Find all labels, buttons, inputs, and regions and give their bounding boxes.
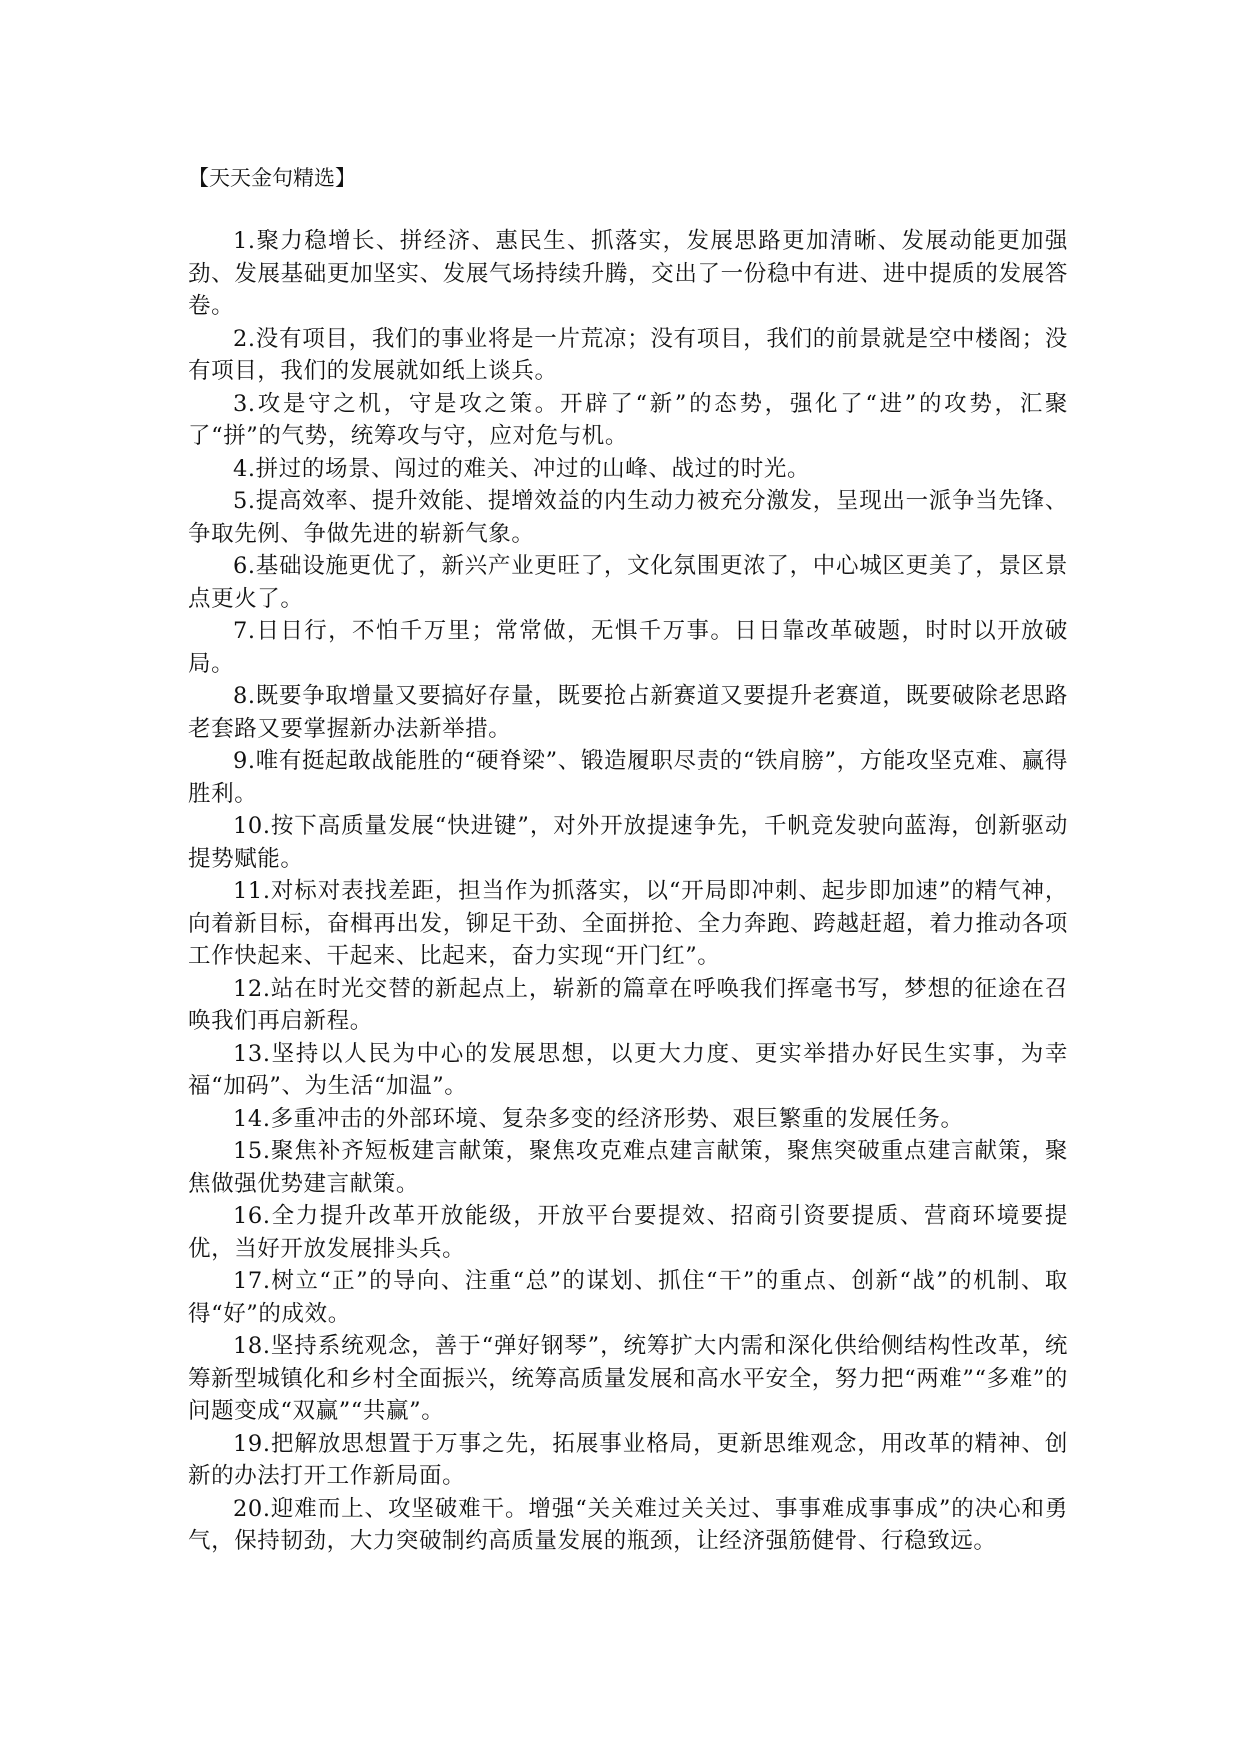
quote-item: 2.没有项目，我们的事业将是一片荒凉；没有项目，我们的前景就是空中楼阁；没有项目，我们的发展就如纸上谈兵。 [188,325,1068,384]
quote-item: 11.对标对表找差距，担当作为抓落实，以“开局即冲刺、起步即加速”的精气神，向着新目标，奋楫再出发，铆足干劲、全面拼抢、全力奔跑、跨越赶超，着力推动各项工作快起来、干起来、比起来，奋力实现“开门红”。 [188,878,1068,969]
quote-item: 1.聚力稳增长、拼经济、惠民生、抓落实，发展思路更加清晰、发展动能更加强劲、发展基础更加坚实、发展气场持续升腾，交出了一份稳中有进、进中提质的发展答卷。 [188,228,1068,319]
document-title: 【天天金句精选】 [188,166,356,190]
quote-item: 3.攻是守之机，守是攻之策。开辟了“新”的态势，强化了“进”的攻势，汇聚了“拼”的气势，统筹攻与守，应对危与机。 [188,390,1068,449]
quote-item: 7.日日行，不怕千万里；常常做，无惧千万事。日日靠改革破题，时时以开放破局。 [188,618,1068,677]
quote-item: 5.提高效率、提升效能、提增效益的内生动力被充分激发，呈现出一派争当先锋、争取先例、争做先进的崭新气象。 [188,488,1068,547]
quote-item: 18.坚持系统观念，善于“弹好钢琴”，统筹扩大内需和深化供给侧结构性改革，统筹新型城镇化和乡村全面振兴，统筹高质量发展和高水平安全，努力把“两难”“多难”的问题变成“双赢”“共赢”。 [188,1333,1069,1424]
quote-item: 8.既要争取增量又要搞好存量，既要抢占新赛道又要提升老赛道，既要破除老思路老套路又要掌握新办法新举措。 [188,683,1068,742]
quote-item: 6.基础设施更优了，新兴产业更旺了，文化氛围更浓了，中心城区更美了，景区景点更火了。 [188,553,1068,612]
quote-item: 4.拼过的场景、闯过的难关、冲过的山峰、战过的时光。 [233,455,811,482]
quote-item: 16.全力提升改革开放能级，开放平台要提效、招商引资要提质、营商环境要提优，当好开放发展排头兵。 [188,1203,1068,1262]
document-page [188,163,1068,1558]
quote-item: 10.按下高质量发展“快进键”，对外开放提速争先，千帆竞发驶向蓝海，创新驱动提势赋能。 [188,813,1068,872]
quote-list [188,225,1068,1558]
quote-item: 17.树立“正”的导向、注重“总”的谋划、抓住“干”的重点、创新“战”的机制、取得“好”的成效。 [188,1268,1068,1327]
quote-item: 14.多重冲击的外部环境、复杂多变的经济形势、艰巨繁重的发展任务。 [233,1105,964,1132]
quote-item: 20.迎难而上、攻坚破难干。增强“关关难过关关过、事事难成事事成”的决心和勇气，保持韧劲，大力突破制约高质量发展的瓶颈，让经济强筋健骨、行稳致远。 [188,1495,1068,1554]
quote-item: 13.坚持以人民为中心的发展思想，以更大力度、更实举措办好民生实事，为幸福“加码”、为生活“加温”。 [188,1040,1068,1099]
quote-item: 19.把解放思想置于万事之先，拓展事业格局，更新思维观念，用改革的精神、创新的办法打开工作新局面。 [188,1430,1068,1489]
quote-item: 12.站在时光交替的新起点上，崭新的篇章在呼唤我们挥毫书写，梦想的征途在召唤我们再启新程。 [188,975,1068,1034]
quote-item: 15.聚焦补齐短板建言献策，聚焦攻克难点建言献策，聚焦突破重点建言献策，聚焦做强优势建言献策。 [188,1138,1068,1197]
quote-item: 9.唯有挺起敢战能胜的“硬脊梁”、锻造履职尽责的“铁肩膀”，方能攻坚克难、赢得胜利。 [188,748,1068,807]
